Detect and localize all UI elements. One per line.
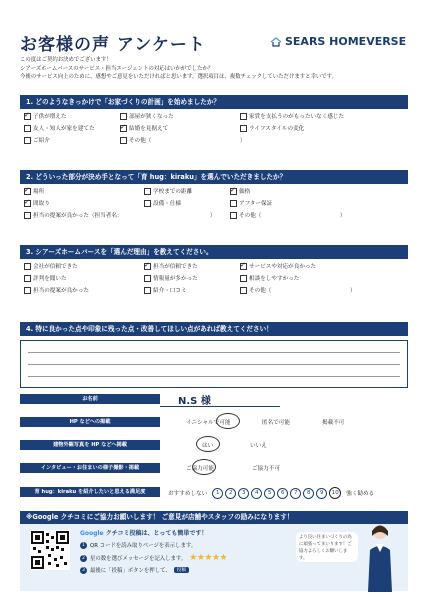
q3-heading: 3. シアーズホームバースを「選んだ理由」を教えてください。 [20,245,408,259]
answer-line [28,376,400,377]
q3-option[interactable]: 紹介・口コミ [144,286,240,294]
checkbox[interactable] [240,287,247,294]
google-wordmark: Google [80,530,104,537]
checkbox[interactable] [240,275,247,282]
q3-option[interactable]: 会社が信頼できた [24,262,144,270]
checkbox[interactable] [24,137,31,144]
checkbox-checked[interactable] [24,113,31,120]
photo-option-yes[interactable]: はい [202,443,214,449]
scale-low-label: おすすめしない [168,491,208,497]
post-button[interactable]: 投稿 [174,567,189,573]
q1-option[interactable]: ライフスタイルの変化 [240,124,408,132]
q1-close-paren: ） [240,138,246,144]
checkbox[interactable] [240,113,247,120]
checkbox[interactable] [120,137,127,144]
q2-option[interactable]: 担当の提案が良かった（担当者名： [24,211,210,219]
scale-option[interactable]: 3 [238,488,249,499]
q3-option[interactable]: その他（ [240,286,350,294]
checkbox[interactable] [230,212,237,219]
hp-selected-circle [216,413,240,429]
answer-line [28,364,400,365]
q2-option[interactable]: その他（ [230,211,340,219]
q1-option[interactable]: 家賃を支払うのがもったいなく感じた [240,112,408,120]
q3-options [24,260,408,296]
q2-close-paren: ） [340,213,346,219]
intro-line-1: この度はご契約お決めでございます！ [20,57,112,63]
q2-option[interactable]: ✓ 価格 [230,187,326,195]
interview-selected-circle [192,459,216,475]
q2-option[interactable]: ✓ 間取り [24,199,144,207]
intro-text [20,56,337,82]
q3-option[interactable]: 情報量が多かった [144,274,240,282]
scale-option[interactable]: 4 [251,488,262,499]
recommend-scale [168,487,374,499]
google-title: Google クチコミ投稿は、とっても簡単です！ [80,530,208,537]
hp-label: HP などへの掲載 [20,417,160,427]
house-logo-icon [270,37,282,47]
name-underline [160,406,280,407]
review-step-1: 1 QR コードを読み取りページを表示します。 [80,541,196,549]
q1-option[interactable]: その他（ [120,136,240,144]
scale-option[interactable]: 6 [277,488,288,499]
interview-label: インタビュー・お住まいの様子撮影・掲載 [20,463,160,473]
recommend-label: 育 hug：kiraku を紹介したいと思える満足度 [20,487,160,497]
checkbox[interactable] [144,188,151,195]
checkbox-checked[interactable] [24,188,31,195]
hp-option-initials[interactable]: イニシャルで可能 [186,420,231,426]
google-review-banner: ※Google クチコミにご協力お願いします！ ご意見が店舗やスタッフの励みになります！ [20,511,408,524]
scale-option[interactable]: 1 [212,488,223,499]
q2-heading: 2. どういった部分が決め手となって「育 hug：kiraku」を選んでいただきましたか？ [20,170,408,184]
hp-option-anonymous[interactable]: 匿名で可能 [262,420,290,426]
q1-option[interactable]: ✓ 結婚を見据えて [120,124,240,132]
photo-selected-circle [196,436,220,452]
scale-option[interactable]: 7 [290,488,301,499]
staff-illustration-icon [362,522,398,592]
q2-option[interactable]: 学校までの距離 [144,187,230,195]
q3-option[interactable]: ✓ 担当が信頼できた [144,262,240,270]
answer-line [28,352,400,353]
q2-options [24,185,408,221]
q4-heading: 4. 特に良かった点や印象に残った点・改善してほしい点があれば教えてください！ [20,322,408,336]
q1-heading: 1. どのようなきっかけで「お家づくりの計画」を始めましたか？ [20,95,408,109]
checkbox[interactable] [120,113,127,120]
star-rating-icon: ★★★★★ [189,553,228,563]
q3-close-paren: ） [350,288,356,294]
review-step-2: 2 星の数を選びメッセージを記入します。 ★★★★★ [80,553,227,563]
scale-option[interactable]: 5 [264,488,275,499]
checkbox-checked[interactable] [240,263,247,270]
checkbox[interactable] [24,275,31,282]
scale-option[interactable]: 8 [303,488,314,499]
checkbox-checked[interactable] [120,125,127,132]
checkbox-checked[interactable] [230,188,237,195]
q3-option[interactable]: 相談をしやすかった [240,274,370,282]
q1-option[interactable]: ✓ 子供が増えた [24,112,120,120]
checkbox[interactable] [24,263,31,270]
checkbox-checked[interactable] [24,200,31,207]
checkbox[interactable] [144,287,151,294]
brand-logo [270,35,406,48]
photo-label: 建物外観写真を HP などへ掲載 [20,440,160,450]
name-label: お名前 [20,394,160,404]
checkbox[interactable] [24,125,31,132]
checkbox[interactable] [230,200,237,207]
interview-option-yes[interactable]: ご協力可能 [186,466,214,472]
checkbox[interactable] [144,200,151,207]
q3-option[interactable]: 担当の提案が良かった [24,286,144,294]
logo-text: SEARS HOMEVERSE [285,35,407,48]
qr-code-icon[interactable] [30,530,70,570]
q2-option[interactable]: アフター保証 [230,199,326,207]
q3-option[interactable]: 評判を聞いた [24,274,144,282]
scale-option-selected[interactable]: 10 [329,487,341,499]
checkbox[interactable] [24,287,31,294]
intro-line-3: 今後のサービス向上のために、感想やご意見をいただければと思います。選択項目は、複数チェックしていただけますと幸いです。 [20,74,338,81]
q2-option[interactable]: ✓ 場所 [24,187,144,195]
checkbox-checked[interactable] [144,263,151,270]
checkbox[interactable] [240,125,247,132]
interview-option-no[interactable]: ご協力不可 [252,466,280,472]
name-value[interactable]: N.S 様 [178,396,211,407]
photo-option-no[interactable]: いいえ [250,443,267,449]
review-step-3: 3 最後に「投稿」ボタンを押して、 投稿 [80,566,189,574]
survey-title: お客様の声 アンケート [20,35,206,55]
q1-option[interactable]: ご紹介 [24,136,120,144]
scale-option[interactable]: 9 [316,488,327,499]
scale-option[interactable]: 2 [225,488,236,499]
q1-options [24,110,408,146]
q2-option[interactable]: 設備・仕様 [144,199,230,207]
q1-option[interactable]: 友人・知人が家を建てた [24,124,120,132]
scale-high-label: 強く勧める [346,491,375,497]
q1-option[interactable]: 部屋が狭くなった [120,112,240,120]
hp-option-decline[interactable]: 掲載不可 [322,420,345,426]
intro-line-2: シアーズホームバースのサービス・担当エージェントの対応はいかがでしたか？ [20,65,214,72]
checkbox[interactable] [24,212,31,219]
q3-option[interactable]: ✓ サービスや対応が良かった [240,262,370,270]
q2-close-paren: ） [210,213,216,219]
checkbox[interactable] [144,275,151,282]
speech-bubble: より良い住まいづくりの為に頑張ってまいります！ご協力よろしくお願いします。 [296,532,358,562]
